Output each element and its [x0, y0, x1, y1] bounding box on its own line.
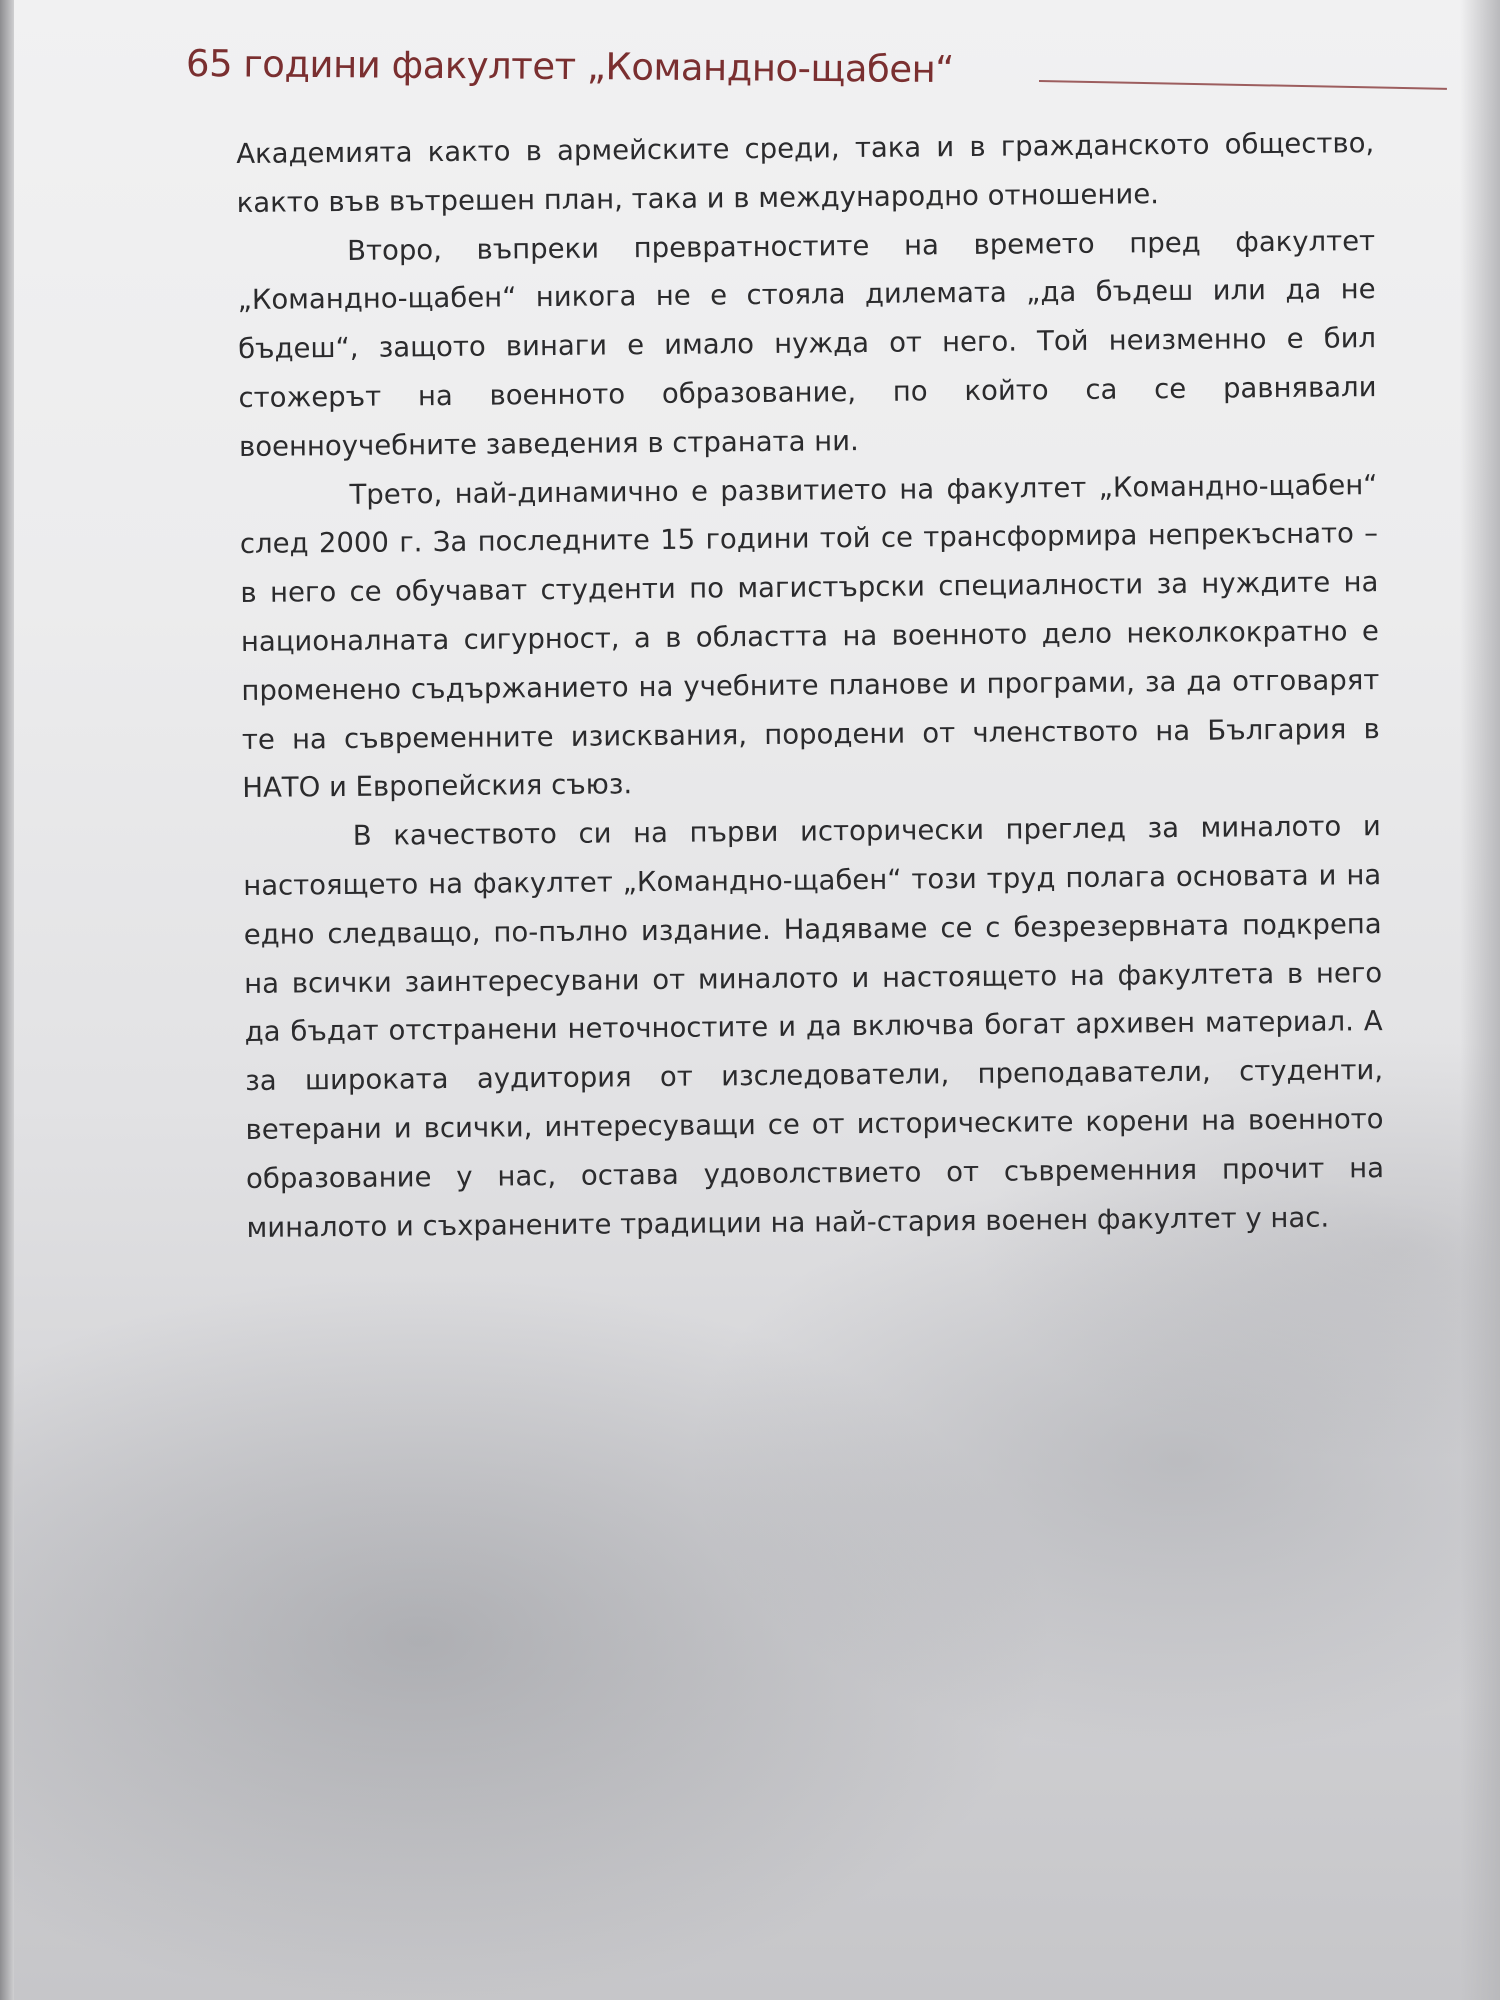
- body-text: [236, 119, 1385, 1252]
- page-edge-shadow-left: [0, 0, 14, 2000]
- page-header: [186, 38, 1446, 108]
- paragraph-conclusion: В качеството си на първи исторически преглед за миналото и настоящето на факултет „Командно-щабен“ този труд полага основата и на едно следващо, по-пълно издание. Надяваме се с безрезервната подкрепа на всички заинтересувани от миналото и настоящето на факултета в него да бъдат отстранени неточностите и да включва богат архивен материал. А за широката аудитория от изследователи, преподаватели, студенти, ветерани и всички, интересуващи се от историческите корени на военното образование у нас, остава удоволствието от съвременния прочит на миналото и съхранените традиции на най-стария военен факултет у нас.: [243, 810, 1385, 1244]
- header-title: 65 години факултет „Командно-щабен“: [185, 42, 955, 92]
- header-rule: [1039, 80, 1447, 90]
- page-edge-shadow-right: [1460, 0, 1500, 2000]
- paragraph-continuation: Академията както в армейските среди, така и в гражданското общество, както във вътрешен план, така и в международно отношение.: [236, 127, 1375, 219]
- paragraph-second: Второ, въпреки превратностите на времето пред факултет „Командно-щабен“ никога не е стояла дилемата „да бъдеш или да не бъдеш“, защото винаги е имало нужда от него. Той неизменно е бил стожерът на военното образование, по който са се равнявали военноучебните заведения в страната ни.: [237, 224, 1377, 463]
- paragraph-third: Трето, най-динамично е развитието на факултет „Командно-щабен“ след 2000 г. За последните 15 години той се трансформира непрекъснато – в него се обучават студенти по магистърски специалности за нуждите на националната сигурност, а в областта на военното дело неколкократно е променено съдържанието на учебните планове и програми, за да отговарят те на съвременните изисквания, породени от членството на България в НАТО и Европейския съюз.: [239, 468, 1380, 805]
